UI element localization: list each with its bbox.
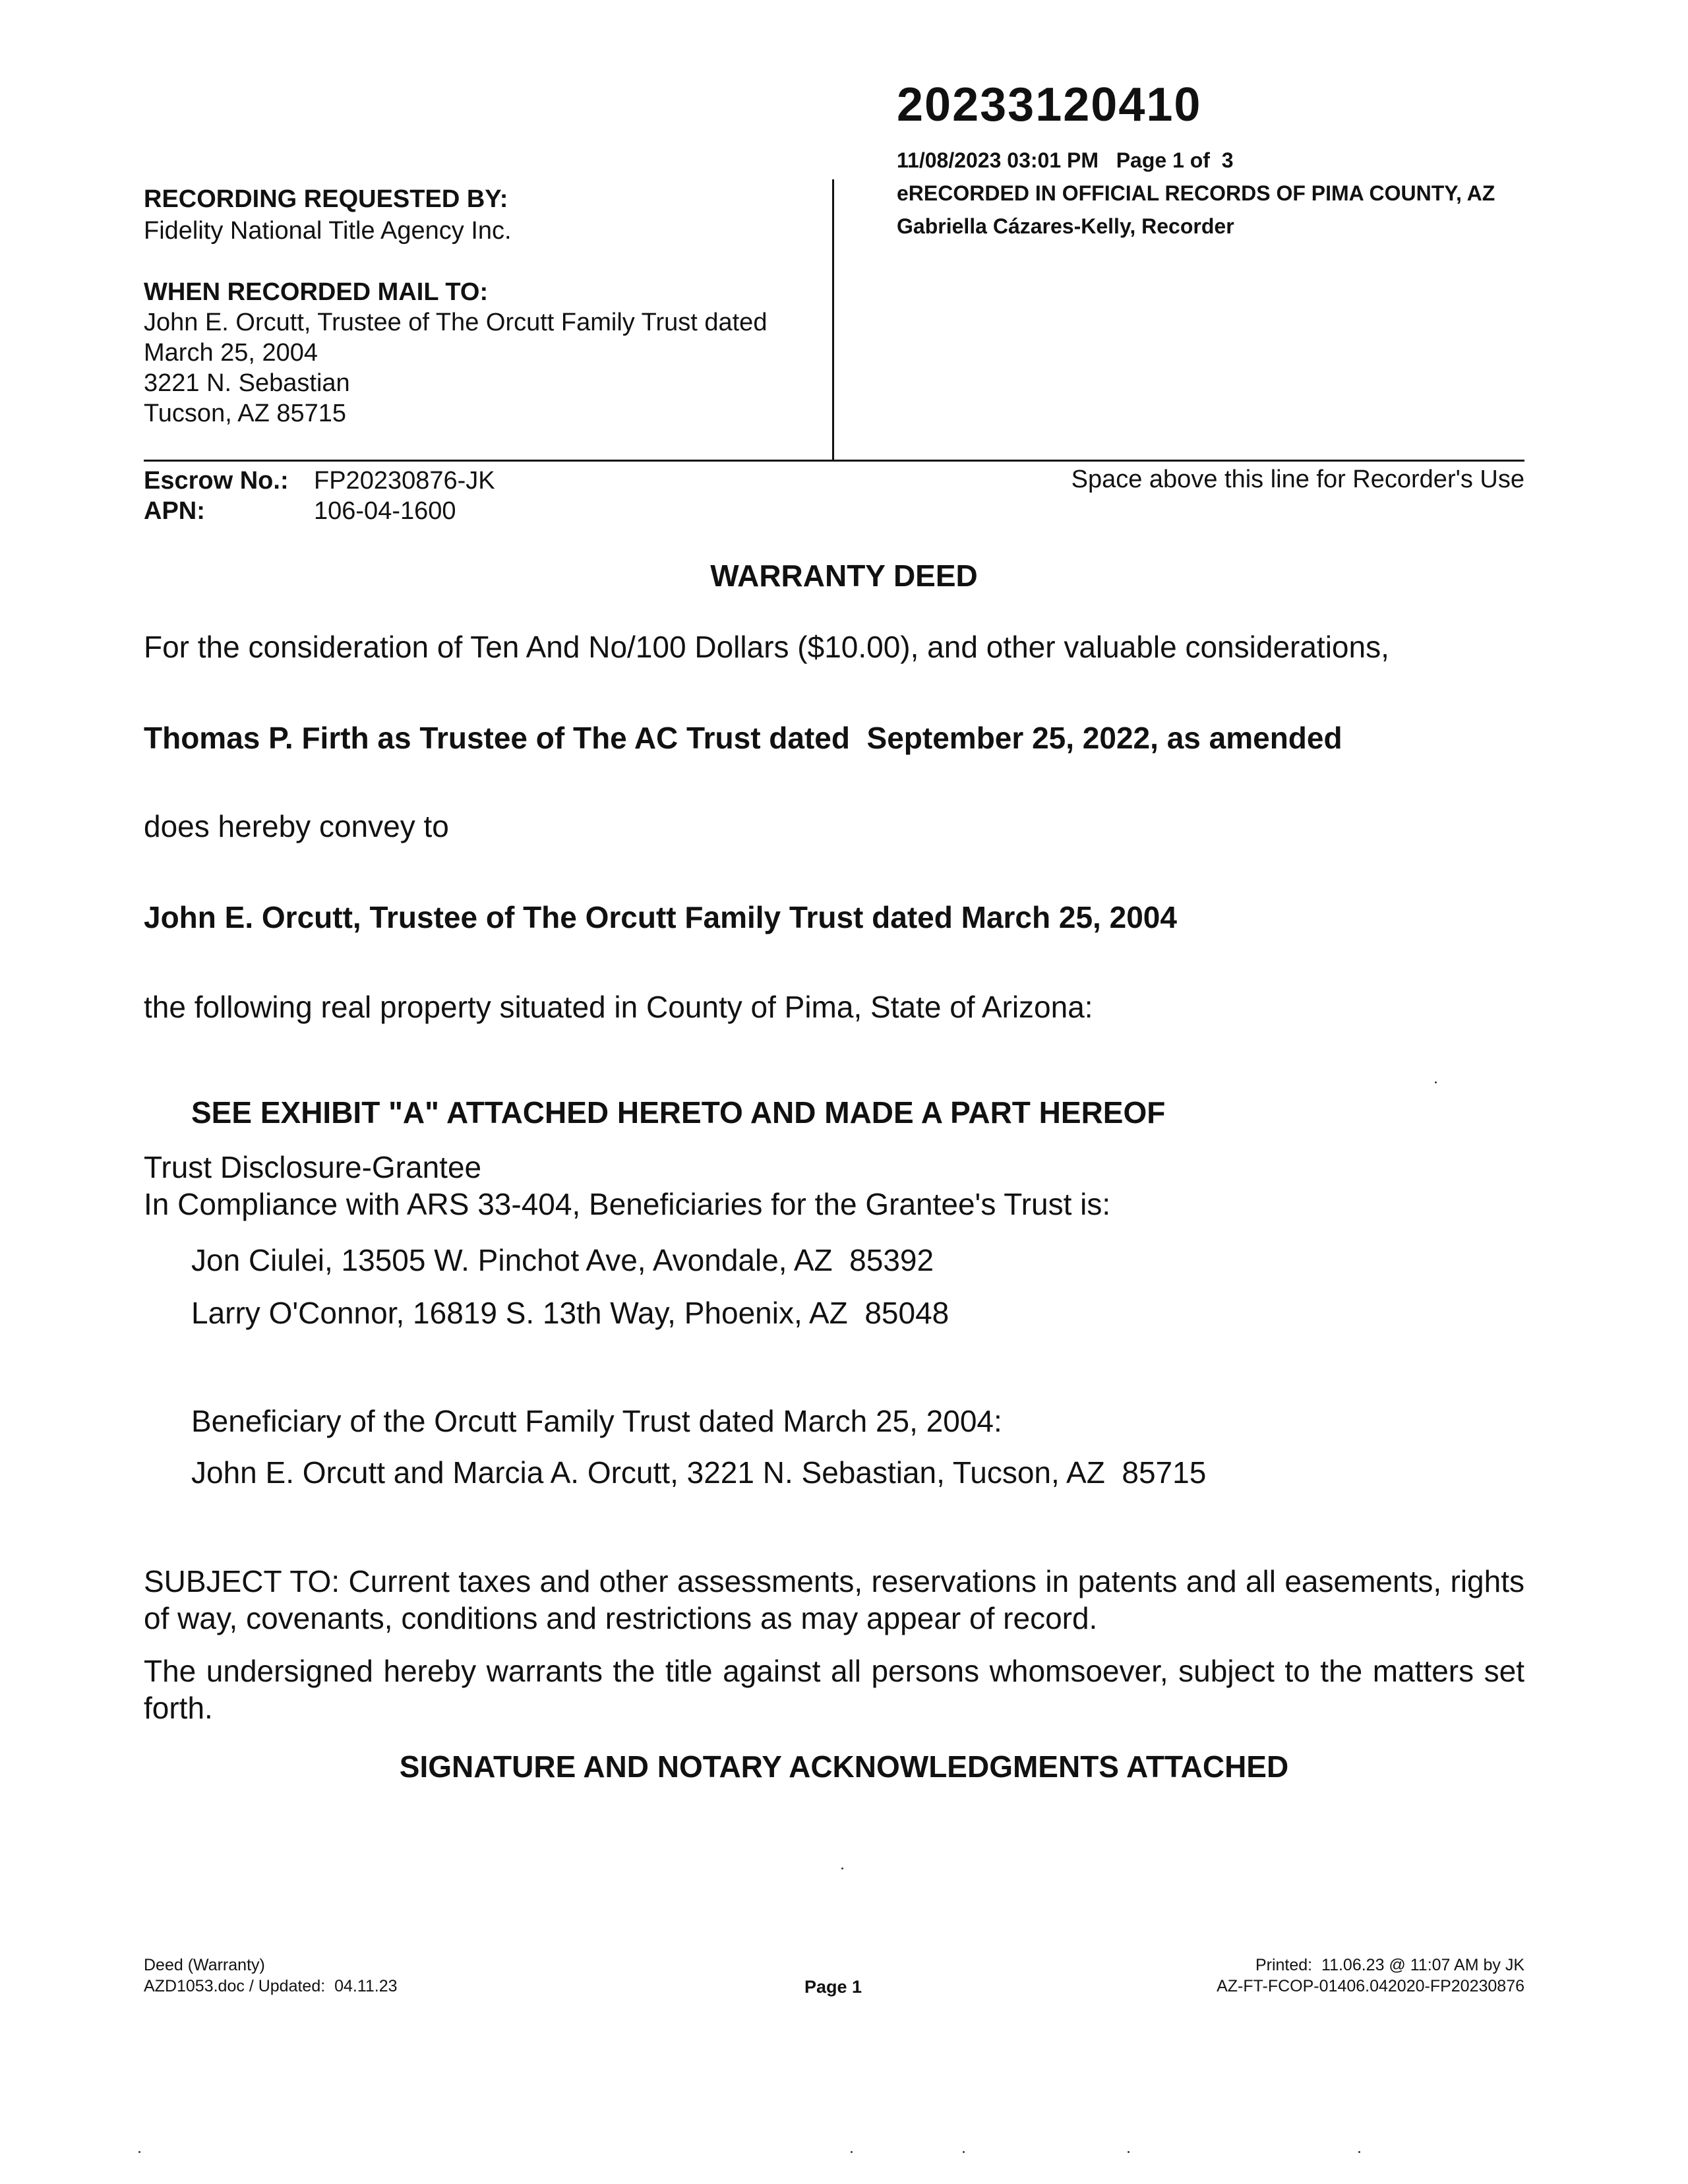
orcutt-beneficiaries: John E. Orcutt and Marcia A. Orcutt, 3221 N. Sebastian, Tucson, AZ 85715 xyxy=(191,1455,1207,1490)
beneficiary-line: Jon Ciulei, 13505 W. Pinchot Ave, Avondale, AZ 85392 xyxy=(191,1243,934,1277)
disclosure-text: In Compliance with ARS 33-404, Beneficiaries for the Grantee's Trust is: xyxy=(144,1187,1111,1221)
escrow-label: Escrow No.: xyxy=(144,467,289,495)
grantor-text: Thomas P. Firth as Trustee of The AC Trust dated September 25, 2022, as amended xyxy=(144,721,1342,755)
requested-by-label: RECORDING REQUESTED BY: xyxy=(144,185,508,213)
escrow-row xyxy=(144,466,495,496)
footer-doc-type: Deed (Warranty) xyxy=(144,1956,265,1974)
exhibit-reference: SEE EXHIBIT "A" ATTACHED HERETO AND MADE A PART HEREOF xyxy=(191,1095,1166,1130)
footer-page-number: Page 1 xyxy=(804,1977,862,1997)
mail-to-line: 3221 N. Sebastian xyxy=(144,369,350,397)
convey-text: does hereby convey to xyxy=(144,809,449,843)
consideration-text: For the consideration of Ten And No/100 Dollars ($10.00), and other valuable considerations, xyxy=(144,630,1389,664)
footer-printed: Printed: 11.06.23 @ 11:07 AM by JK xyxy=(1255,1956,1524,1974)
mail-to-label: WHEN RECORDED MAIL TO: xyxy=(144,278,489,306)
recording-datetime-page: 11/08/2023 03:01 PM Page 1 of 3 xyxy=(897,148,1234,172)
recorder-use-divider xyxy=(144,460,1524,462)
disclosure-title: Trust Disclosure-Grantee xyxy=(144,1150,482,1184)
beneficiary-line: Larry O'Connor, 16819 S. 13th Way, Phoenix, AZ 85048 xyxy=(191,1296,950,1330)
mail-to-block xyxy=(144,277,767,429)
header-vertical-divider xyxy=(832,179,834,460)
situated-text: the following real property situated in County of Pima, State of Arizona: xyxy=(144,990,1093,1024)
mail-to-line: John E. Orcutt, Trustee of The Orcutt Family Trust dated xyxy=(144,309,768,336)
subject-to-clause: SUBJECT TO: Current taxes and other assessments, reservations in patents and all easements, rights of way, covenants, conditions and restrictions as may appear of record. xyxy=(144,1564,1524,1635)
escrow-value: FP20230876-JK xyxy=(314,467,495,495)
footer-doc-code: AZ-FT-FCOP-01406.042020-FP20230876 xyxy=(1217,1977,1524,1995)
recording-recorder: Gabriella Cázares-Kelly, Recorder xyxy=(897,214,1234,238)
trust-disclosure xyxy=(144,1149,1110,1223)
apn-label: APN: xyxy=(144,497,205,525)
footer-right xyxy=(1217,1955,1524,1997)
warranty-clause: The undersigned hereby warrants the title against all persons whomsoever, subject to the matters set forth. xyxy=(144,1654,1524,1725)
orcutt-beneficiary-heading: Beneficiary of the Orcutt Family Trust dated March 25, 2004: xyxy=(191,1404,1002,1438)
requested-by-name: Fidelity National Title Agency Inc. xyxy=(144,217,512,245)
grantee-text: John E. Orcutt, Trustee of The Orcutt Family Trust dated March 25, 2004 xyxy=(144,900,1177,934)
footer-doc-file: AZD1053.doc / Updated: 04.11.23 xyxy=(144,1977,398,1995)
requested-by-block xyxy=(144,183,512,247)
signature-notice: SIGNATURE AND NOTARY ACKNOWLEDGMENTS ATTACHED xyxy=(399,1749,1289,1784)
mail-to-line: Tucson, AZ 85715 xyxy=(144,400,347,427)
apn-value: 106-04-1600 xyxy=(314,497,456,525)
recording-number: 20233120410 xyxy=(897,78,1202,131)
recording-erecorded: eRECORDED IN OFFICIAL RECORDS OF PIMA COUNTY, AZ xyxy=(897,181,1495,205)
apn-row xyxy=(144,496,495,526)
escrow-block xyxy=(144,466,495,526)
deed-title: WARRANTY DEED xyxy=(710,559,978,593)
recording-stamp xyxy=(897,144,1495,243)
mail-to-line: March 25, 2004 xyxy=(144,339,318,367)
recorder-use-note: Space above this line for Recorder's Use xyxy=(1071,466,1524,493)
footer-left xyxy=(144,1955,398,1997)
